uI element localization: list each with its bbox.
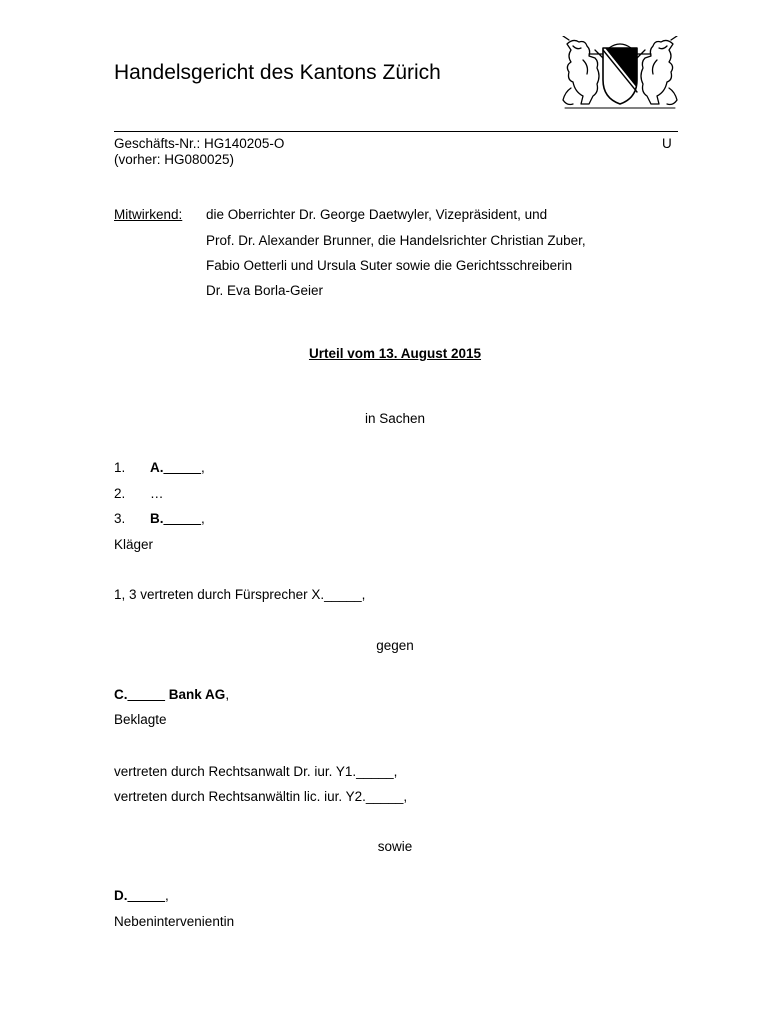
as-well-as-label: sowie [377,839,413,854]
participants-line: Dr. Eva Borla-Geier [206,283,324,298]
defendant-name: C._____ Bank AG, [114,687,230,702]
participants-label: Mitwirkend: [114,207,183,222]
canton-coat-of-arms-icon [559,36,681,112]
participants-line: die Oberrichter Dr. George Daetwyler, Vizepräsident, und [206,207,548,222]
defendant-representation: vertreten durch Rechtsanwalt Dr. iur. Y1._____, [114,764,398,779]
decision-type-mark: U [662,136,672,151]
court-title: Handelsgericht des Kantons Zürich [114,61,441,84]
judgment-title: Urteil vom 13. August 2015 [308,346,482,361]
case-number: Geschäfts-Nr.: HG140205-O [114,136,285,151]
plaintiff-name: B._____, [150,511,205,526]
plaintiffs-role: Kläger [114,537,154,552]
intervener-role: Nebenintervenientin [114,914,235,929]
in-matters-label: in Sachen [364,411,426,426]
defendant-role: Beklagte [114,712,167,727]
plaintiff-name: … [150,486,164,501]
intervener-name: D._____, [114,888,169,903]
previous-case-number: (vorher: HG080025) [114,152,235,167]
defendant-representation: vertreten durch Rechtsanwältin lic. iur. Y2._____, [114,789,408,804]
header-divider [114,131,678,132]
plaintiff-name: A._____, [150,460,205,475]
participants-line: Fabio Oetterli und Ursula Suter sowie die Gerichtsschreiberin [206,258,573,273]
against-label: gegen [376,638,414,653]
plaintiff-number: 2. [114,486,126,501]
plaintiff-number: 3. [114,511,126,526]
participants-line: Prof. Dr. Alexander Brunner, die Handelsrichter Christian Zuber, [206,233,586,248]
plaintiffs-representation: 1, 3 vertreten durch Fürsprecher X._____, [114,587,366,602]
plaintiff-number: 1. [114,460,126,475]
